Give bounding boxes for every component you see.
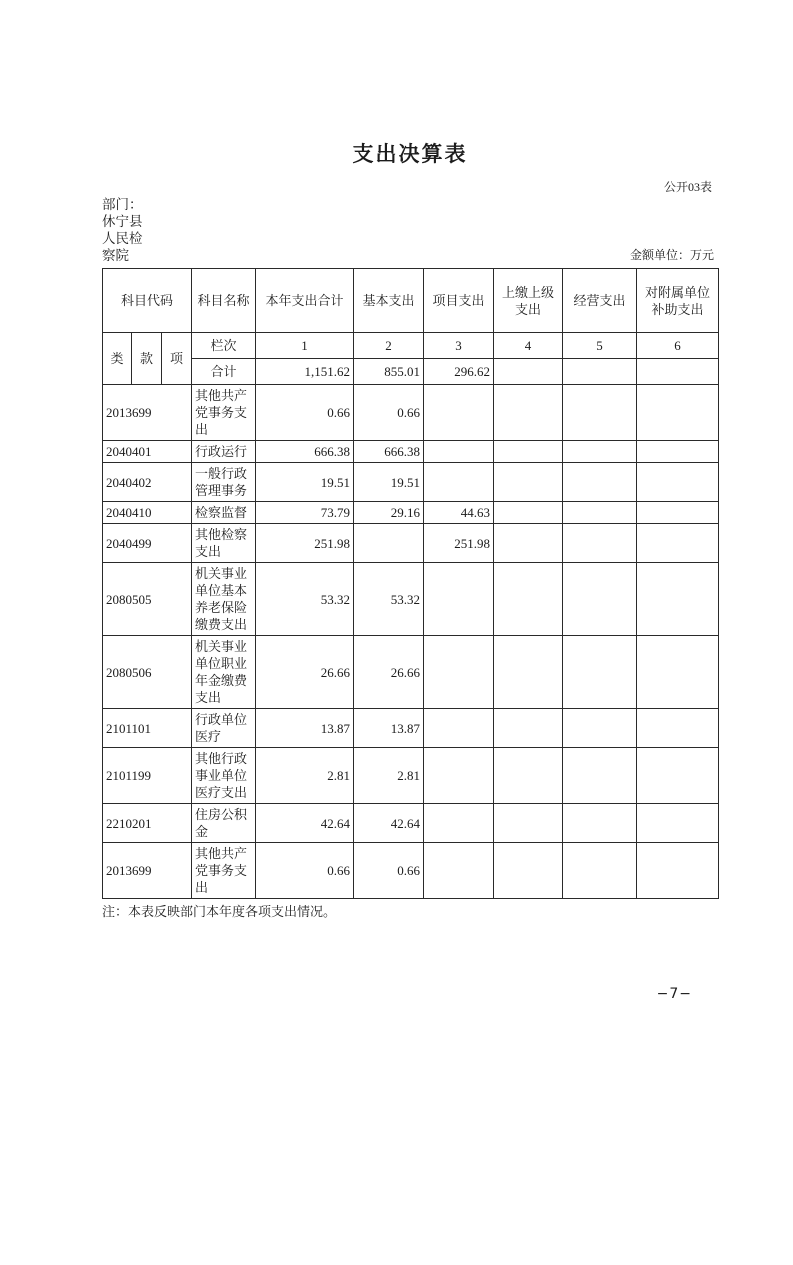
header-class: 类: [103, 333, 132, 385]
cell-subsidy: [637, 385, 719, 441]
cell-code: 2101199: [103, 748, 192, 804]
cell-project: [424, 709, 494, 748]
cell-code: 2210201: [103, 804, 192, 843]
cell-project: [424, 463, 494, 502]
cell-subsidy: [637, 502, 719, 524]
cell-subsidy: [637, 709, 719, 748]
cell-subsidy: [637, 636, 719, 709]
cell-pay-upper: [494, 502, 563, 524]
cell-subsidy: [637, 804, 719, 843]
department-name-line: 察院: [102, 248, 129, 263]
amount-unit-label: 金额单位：万元: [629, 248, 714, 262]
cell-code: 2040410: [103, 502, 192, 524]
expenditure-table: [102, 268, 719, 899]
cell-basic: 13.87: [354, 709, 424, 748]
document-page: [0, 143, 793, 1002]
column-index: 6: [637, 333, 719, 359]
cell-total: 251.98: [256, 524, 354, 563]
department-name-line: 人民检: [102, 231, 143, 246]
totals-project: 296.62: [424, 359, 494, 385]
header-basic: 基本支出: [354, 269, 424, 333]
table-row: [103, 843, 719, 899]
cell-code: 2040401: [103, 441, 192, 463]
header-subject-code: 科目代码: [103, 269, 192, 333]
header-subject-name: 科目名称: [192, 269, 256, 333]
cell-code: 2080506: [103, 636, 192, 709]
cell-total: 26.66: [256, 636, 354, 709]
table-header-row: [103, 269, 719, 333]
cell-subsidy: [637, 563, 719, 636]
cell-total: 666.38: [256, 441, 354, 463]
column-index-row: [103, 333, 719, 359]
table-row: [103, 709, 719, 748]
cell-operating: [563, 804, 637, 843]
cell-name: 机关事业单位基本养老保险缴费支出: [192, 563, 256, 636]
cell-subsidy: [637, 748, 719, 804]
cell-project: 44.63: [424, 502, 494, 524]
cell-operating: [563, 748, 637, 804]
totals-total: 1,151.62: [256, 359, 354, 385]
page-title: 支出决算表: [352, 143, 468, 166]
cell-code: 2013699: [103, 385, 192, 441]
cell-total: 2.81: [256, 748, 354, 804]
cell-pay-upper: [494, 385, 563, 441]
column-index: 1: [256, 333, 354, 359]
column-index: 5: [563, 333, 637, 359]
cell-pay-upper: [494, 843, 563, 899]
cell-total: 13.87: [256, 709, 354, 748]
cell-name: 其他行政事业单位医疗支出: [192, 748, 256, 804]
cell-pay-upper: [494, 804, 563, 843]
cell-project: [424, 843, 494, 899]
cell-name: 机关事业单位职业年金缴费支出: [192, 636, 256, 709]
cell-project: [424, 563, 494, 636]
cell-subsidy: [637, 843, 719, 899]
cell-code: 2101101: [103, 709, 192, 748]
cell-code: 2080505: [103, 563, 192, 636]
cell-pay-upper: [494, 748, 563, 804]
totals-operating: [563, 359, 637, 385]
cell-total: 42.64: [256, 804, 354, 843]
cell-operating: [563, 385, 637, 441]
cell-basic: 19.51: [354, 463, 424, 502]
table-row: [103, 385, 719, 441]
column-index: 2: [354, 333, 424, 359]
totals-subsidy: [637, 359, 719, 385]
cell-pay-upper: [494, 563, 563, 636]
cell-name: 行政运行: [192, 441, 256, 463]
table-footnote: 注：本表反映部门本年度各项支出情况。: [102, 904, 337, 919]
cell-project: [424, 804, 494, 843]
cell-project: [424, 636, 494, 709]
cell-pay-upper: [494, 441, 563, 463]
cell-total: 73.79: [256, 502, 354, 524]
department-prefix: 部门：: [102, 197, 143, 212]
column-index: 4: [494, 333, 563, 359]
cell-basic: 53.32: [354, 563, 424, 636]
cell-operating: [563, 563, 637, 636]
meta-row: [102, 196, 718, 264]
totals-pay-upper: [494, 359, 563, 385]
header-section: 款: [132, 333, 162, 385]
page-number: −7−: [656, 986, 692, 1002]
cell-basic: 29.16: [354, 502, 424, 524]
totals-row-label: 合计: [192, 359, 256, 385]
cell-total: 0.66: [256, 385, 354, 441]
cell-project: [424, 748, 494, 804]
cell-subsidy: [637, 463, 719, 502]
cell-project: [424, 385, 494, 441]
cell-name: 检察监督: [192, 502, 256, 524]
header-total: 本年支出合计: [256, 269, 354, 333]
cell-name: 其他共产党事务支出: [192, 843, 256, 899]
cell-subsidy: [637, 441, 719, 463]
cell-operating: [563, 709, 637, 748]
column-index: 3: [424, 333, 494, 359]
cell-operating: [563, 636, 637, 709]
cell-pay-upper: [494, 524, 563, 563]
cell-total: 53.32: [256, 563, 354, 636]
form-number-label: 公开03表: [663, 180, 712, 194]
header-subsidy: 对附属单位补助支出: [637, 269, 719, 333]
table-row: [103, 636, 719, 709]
cell-basic: 26.66: [354, 636, 424, 709]
cell-operating: [563, 843, 637, 899]
cell-subsidy: [637, 524, 719, 563]
totals-basic: 855.01: [354, 359, 424, 385]
cell-operating: [563, 441, 637, 463]
header-pay-upper: 上缴上级支出: [494, 269, 563, 333]
cell-pay-upper: [494, 636, 563, 709]
cell-name: 行政单位医疗: [192, 709, 256, 748]
column-index-label: 栏次: [192, 333, 256, 359]
cell-basic: 42.64: [354, 804, 424, 843]
cell-name: 其他共产党事务支出: [192, 385, 256, 441]
department-name-line: 休宁县: [102, 214, 143, 229]
cell-code: 2040499: [103, 524, 192, 563]
table-row: [103, 563, 719, 636]
header-item: 项: [162, 333, 192, 385]
table-row: [103, 441, 719, 463]
table-row: [103, 524, 719, 563]
cell-code: 2013699: [103, 843, 192, 899]
header-operating: 经营支出: [563, 269, 637, 333]
cell-basic: 0.66: [354, 385, 424, 441]
cell-basic: 0.66: [354, 843, 424, 899]
cell-name: 住房公积金: [192, 804, 256, 843]
cell-operating: [563, 524, 637, 563]
table-row: [103, 502, 719, 524]
cell-basic: 2.81: [354, 748, 424, 804]
cell-pay-upper: [494, 463, 563, 502]
cell-project: [424, 441, 494, 463]
cell-project: 251.98: [424, 524, 494, 563]
cell-total: 19.51: [256, 463, 354, 502]
department-block: [102, 196, 143, 264]
cell-total: 0.66: [256, 843, 354, 899]
cell-basic: [354, 524, 424, 563]
cell-basic: 666.38: [354, 441, 424, 463]
table-row: [103, 804, 719, 843]
cell-operating: [563, 463, 637, 502]
cell-pay-upper: [494, 709, 563, 748]
cell-code: 2040402: [103, 463, 192, 502]
table-row: [103, 463, 719, 502]
header-project: 项目支出: [424, 269, 494, 333]
cell-operating: [563, 502, 637, 524]
table-row: [103, 748, 719, 804]
cell-name: 其他检察支出: [192, 524, 256, 563]
cell-name: 一般行政管理事务: [192, 463, 256, 502]
totals-row: [103, 359, 719, 385]
